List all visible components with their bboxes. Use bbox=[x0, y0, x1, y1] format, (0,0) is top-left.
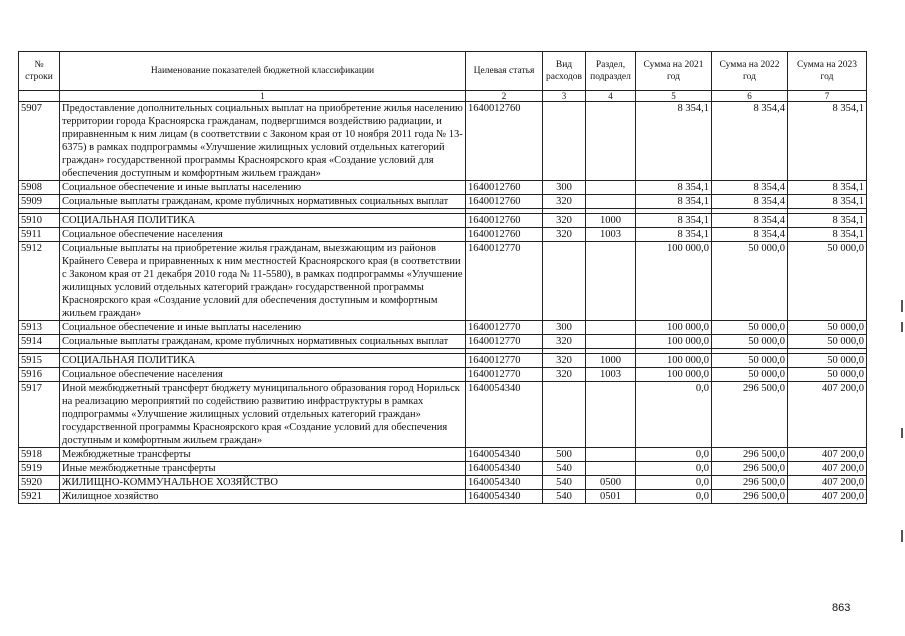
header-target: Целевая статья bbox=[466, 52, 543, 91]
row-number: 5920 bbox=[19, 476, 60, 490]
row-sum-2022: 296 500,0 bbox=[712, 448, 788, 462]
row-type: 320 bbox=[543, 228, 586, 242]
row-target: 1640012760 bbox=[466, 102, 543, 181]
row-type: 540 bbox=[543, 490, 586, 504]
row-target: 1640054340 bbox=[466, 382, 543, 448]
column-number: 1 bbox=[60, 91, 466, 102]
row-sum-2021: 8 354,1 bbox=[636, 181, 712, 195]
row-number: 5910 bbox=[19, 214, 60, 228]
row-sum-2021: 0,0 bbox=[636, 382, 712, 448]
row-type: 300 bbox=[543, 321, 586, 335]
row-sum-2021: 100 000,0 bbox=[636, 368, 712, 382]
row-name: Социальное обеспечение населения bbox=[60, 368, 466, 382]
row-type: 320 bbox=[543, 368, 586, 382]
row-sum-2021: 8 354,1 bbox=[636, 228, 712, 242]
row-number: 5917 bbox=[19, 382, 60, 448]
row-section bbox=[586, 448, 636, 462]
row-sum-2022: 8 354,4 bbox=[712, 228, 788, 242]
row-name: Социальные выплаты гражданам, кроме публичных нормативных социальных выплат bbox=[60, 195, 466, 209]
row-target: 1640012760 bbox=[466, 181, 543, 195]
budget-table bbox=[18, 51, 867, 504]
row-sum-2021: 0,0 bbox=[636, 476, 712, 490]
row-target: 1640012760 bbox=[466, 195, 543, 209]
row-name: Социальные выплаты на приобретение жилья гражданам, выезжающим из районов Крайнего Севера и приравненных к ним местностей Красноярского края (в соответствии с Законом края от 21 декабря 2010 года № 11-5580), в рамках подпрограммы «Улучшение жилищных условий отдельных категорий граждан» государственной программы Красноярского края «Создание условий для обеспечения доступным и комфортным жильем граждан» bbox=[60, 242, 466, 321]
row-sum-2023: 407 200,0 bbox=[788, 476, 867, 490]
column-number: 4 bbox=[586, 91, 636, 102]
row-section bbox=[586, 195, 636, 209]
row-sum-2023: 407 200,0 bbox=[788, 382, 867, 448]
row-sum-2021: 8 354,1 bbox=[636, 214, 712, 228]
row-sum-2022: 50 000,0 bbox=[712, 335, 788, 349]
row-name: Жилищное хозяйство bbox=[60, 490, 466, 504]
row-sum-2023: 407 200,0 bbox=[788, 448, 867, 462]
column-number: 6 bbox=[712, 91, 788, 102]
row-type: 300 bbox=[543, 181, 586, 195]
table-row bbox=[19, 195, 867, 209]
row-number: 5909 bbox=[19, 195, 60, 209]
row-name: Межбюджетные трансферты bbox=[60, 448, 466, 462]
row-sum-2023: 8 354,1 bbox=[788, 214, 867, 228]
row-number: 5921 bbox=[19, 490, 60, 504]
row-sum-2023: 8 354,1 bbox=[788, 195, 867, 209]
row-number: 5911 bbox=[19, 228, 60, 242]
table-row bbox=[19, 181, 867, 195]
header-sum-2021: Сумма на 2021 год bbox=[636, 52, 712, 91]
header-sum-2022: Сумма на 2022 год bbox=[712, 52, 788, 91]
row-name: Иные межбюджетные трансферты bbox=[60, 462, 466, 476]
row-section bbox=[586, 335, 636, 349]
scan-mark bbox=[901, 322, 903, 332]
column-number: 7 bbox=[788, 91, 867, 102]
row-sum-2023: 8 354,1 bbox=[788, 228, 867, 242]
row-type bbox=[543, 102, 586, 181]
row-name: Социальные выплаты гражданам, кроме публичных нормативных социальных выплат bbox=[60, 335, 466, 349]
row-number: 5908 bbox=[19, 181, 60, 195]
row-target: 1640012770 bbox=[466, 354, 543, 368]
row-section bbox=[586, 242, 636, 321]
row-sum-2021: 0,0 bbox=[636, 490, 712, 504]
row-target: 1640012770 bbox=[466, 242, 543, 321]
row-name: Социальное обеспечение и иные выплаты населению bbox=[60, 181, 466, 195]
row-number: 5913 bbox=[19, 321, 60, 335]
row-section bbox=[586, 181, 636, 195]
row-section bbox=[586, 462, 636, 476]
row-sum-2022: 8 354,4 bbox=[712, 214, 788, 228]
row-number: 5912 bbox=[19, 242, 60, 321]
row-sum-2023: 50 000,0 bbox=[788, 335, 867, 349]
row-sum-2023: 8 354,1 bbox=[788, 102, 867, 181]
table-row bbox=[19, 335, 867, 349]
header-row-no: № строки bbox=[19, 52, 60, 91]
column-number: 3 bbox=[543, 91, 586, 102]
row-section: 1003 bbox=[586, 228, 636, 242]
row-number: 5919 bbox=[19, 462, 60, 476]
row-section: 1000 bbox=[586, 354, 636, 368]
row-target: 1640012770 bbox=[466, 321, 543, 335]
table-row bbox=[19, 228, 867, 242]
column-number-1 bbox=[19, 91, 60, 102]
row-number: 5916 bbox=[19, 368, 60, 382]
row-sum-2022: 50 000,0 bbox=[712, 354, 788, 368]
row-section: 0500 bbox=[586, 476, 636, 490]
row-target: 1640054340 bbox=[466, 490, 543, 504]
row-sum-2022: 8 354,4 bbox=[712, 102, 788, 181]
row-sum-2022: 50 000,0 bbox=[712, 242, 788, 321]
row-number: 5915 bbox=[19, 354, 60, 368]
row-sum-2021: 0,0 bbox=[636, 448, 712, 462]
row-sum-2022: 50 000,0 bbox=[712, 368, 788, 382]
row-sum-2022: 296 500,0 bbox=[712, 462, 788, 476]
row-target: 1640012760 bbox=[466, 228, 543, 242]
table-row bbox=[19, 368, 867, 382]
table-row bbox=[19, 462, 867, 476]
table-row bbox=[19, 448, 867, 462]
scan-mark bbox=[901, 300, 903, 312]
row-type: 320 bbox=[543, 195, 586, 209]
header-sum-2023: Сумма на 2023 год bbox=[788, 52, 867, 91]
row-sum-2022: 8 354,4 bbox=[712, 181, 788, 195]
row-sum-2023: 50 000,0 bbox=[788, 368, 867, 382]
column-number: 5 bbox=[636, 91, 712, 102]
page-number: 863 bbox=[832, 602, 851, 614]
row-name: СОЦИАЛЬНАЯ ПОЛИТИКА bbox=[60, 214, 466, 228]
row-sum-2021: 0,0 bbox=[636, 462, 712, 476]
row-type: 320 bbox=[543, 335, 586, 349]
row-target: 1640054340 bbox=[466, 462, 543, 476]
table-header-row bbox=[19, 52, 867, 91]
table-row bbox=[19, 242, 867, 321]
table-row bbox=[19, 382, 867, 448]
header-section: Раздел, подраздел bbox=[586, 52, 636, 91]
row-sum-2021: 8 354,1 bbox=[636, 195, 712, 209]
row-name: Иной межбюджетный трансферт бюджету муниципального образования город Норильск на реализацию мероприятий по содействию развитию инфраструктуры в рамках подпрограммы «Улучшение жилищных условий отдельных категорий граждан» государственной программы Красноярского края «Создание условий для обеспечения доступным и комфортным жильем граждан» bbox=[60, 382, 466, 448]
row-sum-2021: 100 000,0 bbox=[636, 335, 712, 349]
row-name: Социальное обеспечение и иные выплаты населению bbox=[60, 321, 466, 335]
row-type: 320 bbox=[543, 354, 586, 368]
column-number-row bbox=[19, 91, 867, 102]
row-target: 1640012760 bbox=[466, 214, 543, 228]
table-row bbox=[19, 321, 867, 335]
row-type: 320 bbox=[543, 214, 586, 228]
row-section: 0501 bbox=[586, 490, 636, 504]
row-sum-2021: 8 354,1 bbox=[636, 102, 712, 181]
row-target: 1640012770 bbox=[466, 335, 543, 349]
row-sum-2022: 296 500,0 bbox=[712, 476, 788, 490]
table-row bbox=[19, 354, 867, 368]
row-sum-2023: 407 200,0 bbox=[788, 490, 867, 504]
row-type bbox=[543, 242, 586, 321]
row-type: 540 bbox=[543, 462, 586, 476]
header-name: Наименование показателей бюджетной классификации bbox=[60, 52, 466, 91]
table-row bbox=[19, 476, 867, 490]
row-name: Предоставление дополнительных социальных выплат на приобретение жилья населению территории города Красноярска гражданам, подвергшимся воздействию радиации, и приравненным к ним лицам (в соответствии с Законом края от 10 ноября 2011 года № 13-6375) в рамках подпрограммы «Улучшение жилищных условий отдельных категорий граждан» государственной программы Красноярского края «Создание условий для обеспечения доступным и комфортным жильем граждан» bbox=[60, 102, 466, 181]
scan-mark bbox=[901, 530, 903, 542]
row-name: Социальное обеспечение населения bbox=[60, 228, 466, 242]
row-sum-2023: 8 354,1 bbox=[788, 181, 867, 195]
table-row bbox=[19, 214, 867, 228]
row-target: 1640012770 bbox=[466, 368, 543, 382]
row-sum-2023: 50 000,0 bbox=[788, 354, 867, 368]
row-sum-2023: 50 000,0 bbox=[788, 242, 867, 321]
row-name: СОЦИАЛЬНАЯ ПОЛИТИКА bbox=[60, 354, 466, 368]
row-number: 5918 bbox=[19, 448, 60, 462]
row-sum-2022: 8 354,4 bbox=[712, 195, 788, 209]
row-type: 500 bbox=[543, 448, 586, 462]
header-expense-type: Вид расходов bbox=[543, 52, 586, 91]
column-number: 2 bbox=[466, 91, 543, 102]
row-type: 540 bbox=[543, 476, 586, 490]
row-sum-2022: 296 500,0 bbox=[712, 382, 788, 448]
table-row bbox=[19, 102, 867, 181]
row-section bbox=[586, 382, 636, 448]
row-number: 5907 bbox=[19, 102, 60, 181]
row-sum-2021: 100 000,0 bbox=[636, 321, 712, 335]
row-section: 1003 bbox=[586, 368, 636, 382]
row-sum-2021: 100 000,0 bbox=[636, 354, 712, 368]
row-sum-2023: 50 000,0 bbox=[788, 321, 867, 335]
row-name: ЖИЛИЩНО-КОММУНАЛЬНОЕ ХОЗЯЙСТВО bbox=[60, 476, 466, 490]
row-section: 1000 bbox=[586, 214, 636, 228]
row-section bbox=[586, 321, 636, 335]
row-section bbox=[586, 102, 636, 181]
scan-mark bbox=[901, 428, 903, 438]
row-sum-2023: 407 200,0 bbox=[788, 462, 867, 476]
row-sum-2022: 50 000,0 bbox=[712, 321, 788, 335]
row-type bbox=[543, 382, 586, 448]
row-number: 5914 bbox=[19, 335, 60, 349]
row-target: 1640054340 bbox=[466, 448, 543, 462]
row-sum-2021: 100 000,0 bbox=[636, 242, 712, 321]
table-row bbox=[19, 490, 867, 504]
row-target: 1640054340 bbox=[466, 476, 543, 490]
row-sum-2022: 296 500,0 bbox=[712, 490, 788, 504]
